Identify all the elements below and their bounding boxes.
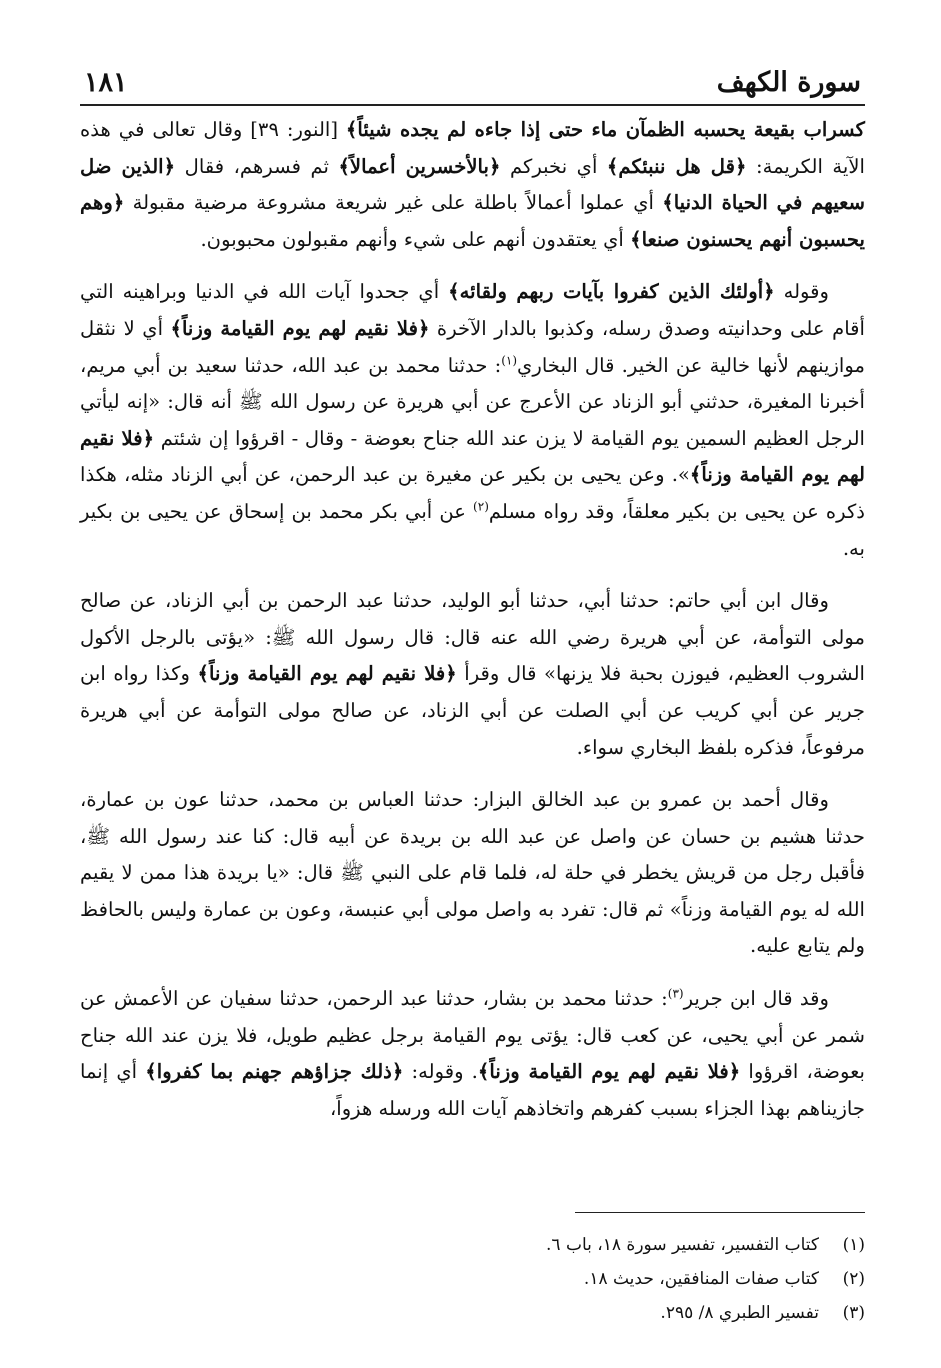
footnote-ref: (٢) [473,499,489,514]
footnote-text: كتاب صفات المنافقين، حديث ١٨. [583,1269,819,1289]
footnote-text: تفسير الطبري ٨/ ٢٩٥. [660,1303,819,1323]
footnote-ref: (٣) [667,986,684,1001]
footnotes [80,1228,865,1330]
paragraph [80,583,865,766]
footnote-number: (١) [842,1235,865,1255]
footnote [80,1262,865,1296]
text-span: وقال أحمد بن عمرو بن عبد الخالق البزار: حدثنا العباس بن محمد، حدثنا عون بن عمارة، حدثنا هشيم بن حسان عن واصل عن عبد الله بن بريدة عن أبيه قال: كنا عند رسول الله ﷺ، فأقبل رجل من قريش يخطر في حلة له، فلما قام على النبي ﷺ قال: «يا بريدة هذا ممن لا يقيم الله له يوم القيامة وزناً» ثم قال: تفرد به واصل مولى أبي عنبسة، وعون بن عمارة وليس بالحافظ ولم يتابع عليه. [80,788,865,958]
quran-quote: ﴿قل هل ننبئكم﴾ [606,154,747,178]
quran-quote: ﴿فلا نقيم لهم يوم القيامة وزناً﴾ [197,662,457,686]
quran-quote: ﴿الذين ضل سعيهم في الحياة الدنيا﴾ [80,154,865,215]
paragraph [80,782,865,965]
text-span: ». وعن يحيى بن بكير عن مغيرة بن عبد الرحمن، عن أبي الزناد مثله، هكذا ذكره عن يحيى بن بكير معلقاً، وقد رواه مسلم [80,463,866,523]
text-span: وقد قال ابن جرير [683,987,830,1011]
text-span: أي يعتقدون أنهم على شيء وأنهم مقبولون محبوبون. [200,227,631,251]
text-span: ثم فسرهم، فقال [175,154,339,178]
text-span: . وقوله: [403,1060,478,1084]
footnote-ref: (١) [501,353,518,368]
surah-title: سورة الكهف [716,67,861,98]
paragraph [80,981,865,1127]
text-span: وكذا رواه ابن جرير عن أبي كريب عن أبي الصلت عن أبي الزناد، عن صالح مولى التوأمة عن أبي هريرة مرفوعاً، فذكره بلفظ البخاري سواء. [80,662,865,759]
text-span: وقال ابن أبي حاتم: حدثنا أبي، حدثنا أبو الوليد، حدثنا عبد الرحمن بن أبي الزناد، عن صالح مولى التوأمة، عن أبي هريرة رضي الله عنه قال: قال رسول الله ﷺ: «يؤتى بالرجل الأكول الشروب العظيم، فيوزن بحبة فلا يزنها» قال وقرأ [80,589,865,686]
footnote [80,1228,865,1262]
text-span: وقوله [774,280,830,304]
footnote-number: (٣) [842,1303,865,1323]
quran-quote: ﴿فلا نقيم لهم يوم القيامة وزناً﴾ [170,316,430,340]
quran-quote: كسراب بقيعة يحسبه الظمآن ماء حتى إذا جاءه لم يجده شيئاً﴾ [345,118,865,141]
quran-quote: ﴿بالأخسرين أعمالاً﴾ [338,154,501,178]
footnote-divider [575,1212,865,1213]
text-span: [النور: ٣٩] وقال تعالى في هذه الآية الكريمة: [80,118,865,178]
footnote-number: (٢) [842,1269,865,1289]
footnote [80,1296,865,1330]
quran-quote: ﴿وهم يحسبون أنهم يحسنون صنعا﴾ [80,191,865,251]
paragraph [80,112,865,258]
text-span: أي إنما جازيناهم بهذا الجزاء بسبب كفرهم واتخاذهم آيات الله ورسله هزواً، [80,1060,865,1120]
quran-quote: ﴿فلا نقيم لهم يوم القيامة وزناً﴾ [80,426,865,487]
text-span: : حدثنا محمد بن بشار، حدثنا عبد الرحمن، حدثنا سفيان عن الأعمش عن شمر عن أبي يحيى، عن كعب قال: يؤتى يوم القيامة برجل عظيم طويل، فلا يزن عند الله جناح بعوضة، اقرؤوا [80,987,865,1084]
text-span: أي عملوا أعمالاً باطلة على غير شريعة مشروعة مرضية مقبولة [124,191,663,215]
text-span: أي نخبركم [500,154,607,178]
paragraph [80,274,865,567]
page-header [80,60,865,106]
text-span: أي لا نثقل موازينهم لأنها خالية عن الخير. قال البخاري [80,316,865,377]
quran-quote: ﴿فلا نقيم لهم يوم القيامة وزناً﴾ [477,1060,741,1084]
footnote-text: كتاب التفسير، تفسير سورة ١٨، باب ٦. [546,1235,819,1255]
text-span: أي جحدوا آيات الله في الدنيا وبراهينه التي أقام على وحدانيته وصدق رسله، وكذبوا بالدار الآخرة [80,280,865,340]
page-number: ١٨١ [84,67,128,98]
main-text [80,112,865,1143]
text-span: : حدثنا محمد بن عبد الله، حدثنا سعيد بن أبي مريم، أخبرنا المغيرة، حدثني أبو الزناد عن الأعرج عن أبي هريرة عن رسول الله ﷺ أنه قال: «إنه ليأتي الرجل العظيم السمين يوم القيامة لا يزن عند الله جناح بعوضة - وقال - اقرؤوا إن شئتم [80,353,865,450]
text-span: عن أبي بكر محمد بن إسحاق عن يحيى بن بكير به. [80,499,865,560]
quran-quote: ﴿أولئك الذين كفروا بآيات ربهم ولقائه﴾ [448,280,775,304]
quran-quote: ﴿ذلك جزاؤهم جهنم بما كفروا﴾ [145,1060,404,1084]
